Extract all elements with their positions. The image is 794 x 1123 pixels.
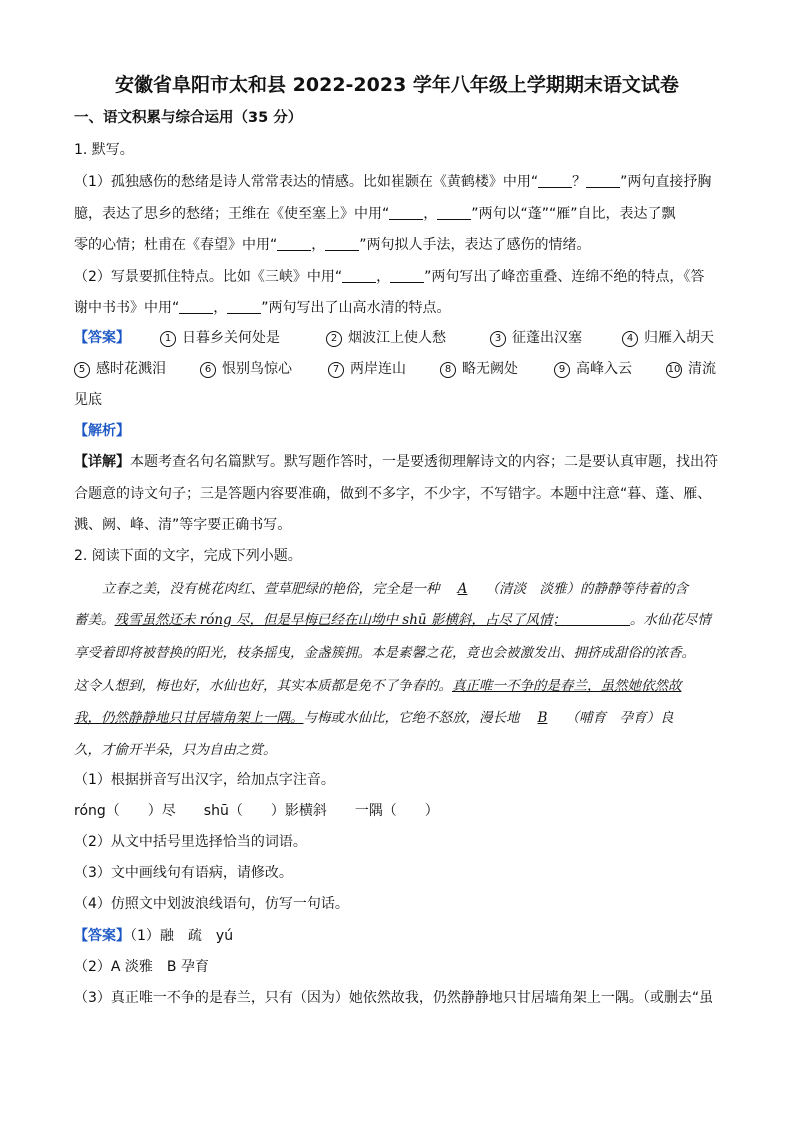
detail-line-1 — [74, 452, 718, 472]
underlined-sentence: 真正唯一不争的是春兰，虽然她依然故 — [452, 678, 682, 694]
page-title: 安徽省阜阳市太和县 2022-2023 学年八年级上学期期末语文试卷 — [115, 74, 679, 96]
answer-item — [622, 328, 714, 348]
q1-part2-line2 — [74, 298, 451, 318]
q1-part2-line1 — [74, 267, 704, 287]
answer-item — [666, 359, 716, 379]
question-1-heading: 1. 默写。 — [74, 142, 134, 158]
answer-item — [326, 328, 446, 348]
text: ”两句直接抒胸 — [620, 174, 712, 190]
sub-question-1-fill: róng（ ）尽 shū（ ）影横斜 一隅（ ） — [74, 803, 439, 819]
text: 立春之美，没有桃花肉红、萱草肥绿的艳俗，完全是一种 — [102, 581, 440, 597]
underlined-sentence: 我，仍然静静地只甘居墙角架上一隅。 — [74, 710, 304, 726]
answer-text: 清流 — [688, 361, 716, 377]
section-heading: 一、语文积累与综合运用（35 分） — [74, 110, 303, 126]
text: （清淡 淡雅）的静静等待着的含 — [485, 581, 688, 597]
circled-number: 10 — [666, 362, 682, 378]
answer-item — [554, 359, 632, 379]
fill-blank — [390, 268, 424, 283]
fill-blank — [538, 173, 572, 188]
text: 臆，表达了思乡的愁绪；王维在《使至塞上》中用“ — [74, 206, 390, 222]
fill-blank — [325, 236, 359, 251]
text: （1）孤独感伤的愁绪是诗人常常表达的情感。比如崔颢在《黄鹤楼》中用“ — [74, 174, 539, 190]
passage-line-1 — [102, 579, 688, 599]
fill-blank — [227, 299, 261, 314]
fill-blank — [179, 299, 213, 314]
text: ， — [213, 300, 228, 316]
answer-item — [74, 359, 166, 379]
text: 本题考查名句名篇默写。默写题作答时，一是要透彻理解诗文的内容；二是要认真审题，找出符 — [130, 454, 718, 470]
blank-b: B — [537, 710, 548, 726]
answer-text: 高峰入云 — [576, 361, 632, 377]
answer-tag: 【答案】 — [74, 330, 130, 346]
fill-blank — [586, 173, 620, 188]
answer-item — [440, 359, 518, 379]
circled-number: 8 — [440, 362, 456, 378]
passage-line-5 — [74, 708, 674, 728]
answer-item — [328, 359, 406, 379]
text: 蓄美。 — [74, 612, 115, 628]
q1-part1-line3 — [74, 235, 591, 255]
passage-line-4 — [74, 676, 682, 696]
text: ， — [311, 237, 326, 253]
text: ”两句以“蓬”“雁”自比，表达了飘 — [471, 206, 676, 222]
answer-text: 恨别鸟惊心 — [222, 361, 292, 377]
circled-number: 4 — [622, 331, 638, 347]
underlined-sentence: 残雪虽然还未 róng 尽，但是早梅已经在山坳中 shū 影横斜，占尽了风情； — [114, 612, 566, 628]
text: 与梅或水仙比，它绝不怒放，漫长地 — [303, 710, 520, 726]
text: ”两句拟人手法，表达了感伤的情绪。 — [359, 237, 591, 253]
answer-text: 征蓬出汉塞 — [512, 330, 582, 346]
answer-item — [200, 359, 292, 379]
circled-number: 9 — [554, 362, 570, 378]
answer-tag: 【答案】 — [74, 928, 130, 944]
passage-line-2 — [74, 610, 711, 630]
text: 零的心情；杜甫在《春望》中用“ — [74, 237, 278, 253]
circled-number: 5 — [74, 362, 90, 378]
detail-line-3: 溅、阙、峰、清”等字要正确书写。 — [74, 517, 292, 533]
text: ， — [423, 206, 438, 222]
text: ”两句写出了峰峦重叠、连绵不绝的特点，《答 — [424, 269, 705, 285]
sub-question-3: （3）文中画线句有语病，请修改。 — [74, 865, 293, 881]
sub-question-4: （4）仿照文中划波浪线语句，仿写一句话。 — [74, 896, 349, 912]
fill-blank — [389, 205, 423, 220]
circled-number: 3 — [490, 331, 506, 347]
analysis-tag: 【解析】 — [74, 423, 130, 439]
text: ”两句写出了山高水清的特点。 — [261, 300, 451, 316]
blank-a: A — [457, 581, 468, 597]
circled-number: 6 — [200, 362, 216, 378]
answer-text: 略无阙处 — [462, 361, 518, 377]
detail-line-2: 合题意的诗文句子；三是答题内容要准确，做到不多字，不少字，不写错字。本题中注意“暮、蓬、雁、 — [74, 486, 712, 502]
answer-text: （1）融 疏 yú — [130, 928, 234, 944]
text: 。水仙花尽情 — [629, 612, 711, 628]
text: ， — [376, 269, 391, 285]
answer-item — [490, 328, 582, 348]
circled-number: 7 — [328, 362, 344, 378]
sub-question-1: （1）根据拼音写出汉字，给加点字注音。 — [74, 772, 335, 788]
passage-line-3: 享受着即将被替换的阳光，枝条摇曳，金盏簇拥。本是素馨之花，竟也会被激发出、拥挤成甜俗的浓香。 — [74, 645, 695, 661]
text: 这令人想到，梅也好，水仙也好，其实本质都是免不了争春的。 — [74, 678, 452, 694]
text: 谢中书书》中用“ — [74, 300, 180, 316]
text: （哺育 孕育）良 — [565, 710, 674, 726]
text: （2）写景要抓住特点。比如《三峡》中用“ — [74, 269, 343, 285]
text: ？ — [572, 174, 587, 190]
q2-answer-line-2: （2）A 淡雅 B 孕育 — [74, 959, 209, 975]
sub-question-2: （2）从文中括号里选择恰当的词语。 — [74, 834, 307, 850]
q1-part1-line1 — [74, 172, 711, 192]
answer-text: 日暮乡关何处是 — [182, 330, 280, 346]
answer-item — [160, 328, 280, 348]
fill-blank — [342, 268, 376, 283]
q2-answer-line-1 — [74, 926, 233, 946]
q1-part1-line2 — [74, 204, 676, 224]
q2-answer-line-3: （3）真正唯一不争的是春兰，只有（因为）她依然故我，仍然静静地只甘居墙角架上一隅。（或删去“虽 — [74, 990, 714, 1006]
circled-number: 1 — [160, 331, 176, 347]
answer-tail: 见底 — [74, 392, 102, 408]
answer-text: 感时花溅泪 — [96, 361, 166, 377]
passage-line-6: 久，才偷开半朵，只为自由之赏。 — [74, 742, 277, 758]
detail-tag: 【详解】 — [74, 454, 130, 470]
answer-text: 两岸连山 — [350, 361, 406, 377]
question-2-heading: 2. 阅读下面的文字，完成下列小题。 — [74, 548, 302, 564]
fill-blank — [566, 611, 630, 626]
circled-number: 2 — [326, 331, 342, 347]
answer-text: 归雁入胡天 — [644, 330, 714, 346]
answer-text: 烟波江上使人愁 — [348, 330, 446, 346]
fill-blank — [277, 236, 311, 251]
fill-blank — [437, 205, 471, 220]
